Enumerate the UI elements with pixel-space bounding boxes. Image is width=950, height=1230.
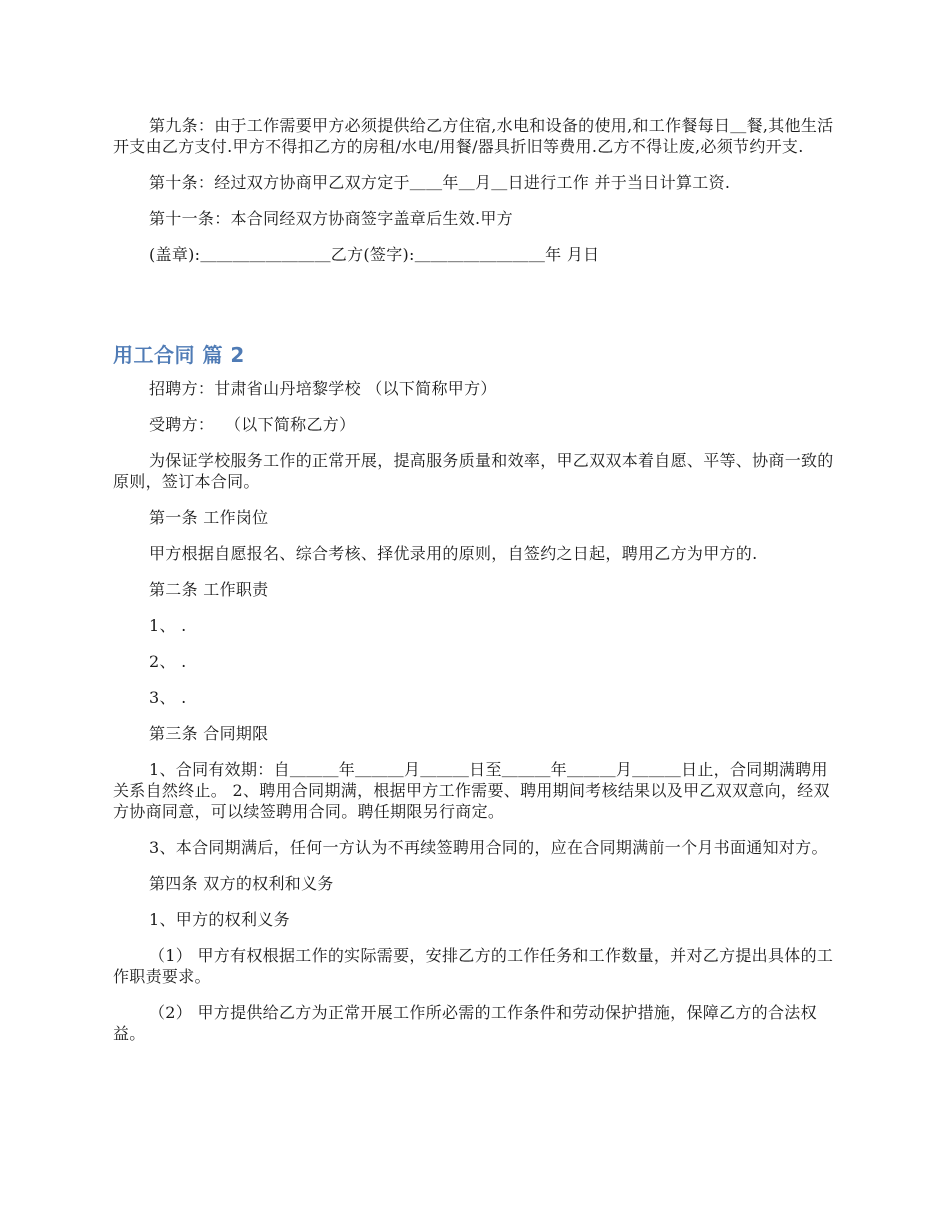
article-9: 第九条：由于工作需要甲方必须提供给乙方住宿,水电和设备的使用,和工作餐每日＿餐,其他生活开支由乙方支付.甲方不得扣乙方的房租/水电/用餐/器具折旧等费用.乙方不得让废,必须节约开支. xyxy=(113,116,834,156)
article-4-title: 第四条 双方的权利和义务 xyxy=(149,874,334,893)
term-clause-3: 3、本合同期满后，任何一方认为不再续签聘用合同的，应在合同期满前一个月书面通知对方。 xyxy=(149,838,828,857)
employer-line: 招聘方：甘肃省山丹培黎学校 （以下简称甲方） xyxy=(149,379,497,398)
article-11: 第十一条：本合同经双方协商签字盖章后生效.甲方 xyxy=(149,209,513,228)
article-1-body: 甲方根据自愿报名、综合考核、择优录用的原则，自签约之日起，聘用乙方为甲方的. xyxy=(149,544,758,563)
duty-item-3: 3、 . xyxy=(149,688,187,707)
article-1-title: 第一条 工作岗位 xyxy=(149,508,269,527)
term-clause-1: 1、合同有效期：自＿＿＿年＿＿＿月＿＿＿日至＿＿＿年＿＿＿月＿＿＿日止，合同期满聘用关系自然终止。 2、聘用合同期满，根据甲方工作需要、聘用期间考核结果以及甲乙双双意向，经双方协商同意，可以续签聘用合同。聘任期限另行商定。 xyxy=(113,760,830,821)
section-heading: 用工合同 篇 2 xyxy=(113,343,245,367)
duty-item-2: 2、 . xyxy=(149,652,187,671)
duty-item-1: 1、 . xyxy=(149,616,187,635)
article-10: 第十条：经过双方协商甲乙双方定于＿＿年＿月＿日进行工作 并于当日计算工资. xyxy=(149,173,731,192)
party-a-right-2: （2） 甲方提供给乙方为正常开展工作所必需的工作条件和劳动保护措施，保障乙方的合法权益。 xyxy=(113,1003,817,1043)
article-2-title: 第二条 工作职责 xyxy=(149,580,269,599)
preamble-paragraph: 为保证学校服务工作的正常开展，提高服务质量和效率，甲乙双双本着自愿、平等、协商一致的原则，签订本合同。 xyxy=(113,451,834,491)
contract-section-1 xyxy=(113,115,841,265)
party-a-right-1: （1） 甲方有权根据工作的实际需要，安排乙方的工作任务和工作数量，并对乙方提出具体的工作职责要求。 xyxy=(113,946,834,986)
contract-section-2 xyxy=(113,378,841,1044)
party-a-rights-title: 1、甲方的权利义务 xyxy=(149,910,290,929)
signature-line: (盖章):＿＿＿＿＿＿＿＿乙方(签字):＿＿＿＿＿＿＿＿年 月日 xyxy=(149,245,600,264)
article-3-title: 第三条 合同期限 xyxy=(149,724,269,743)
employee-line: 受聘方： （以下简称乙方） xyxy=(149,415,356,434)
